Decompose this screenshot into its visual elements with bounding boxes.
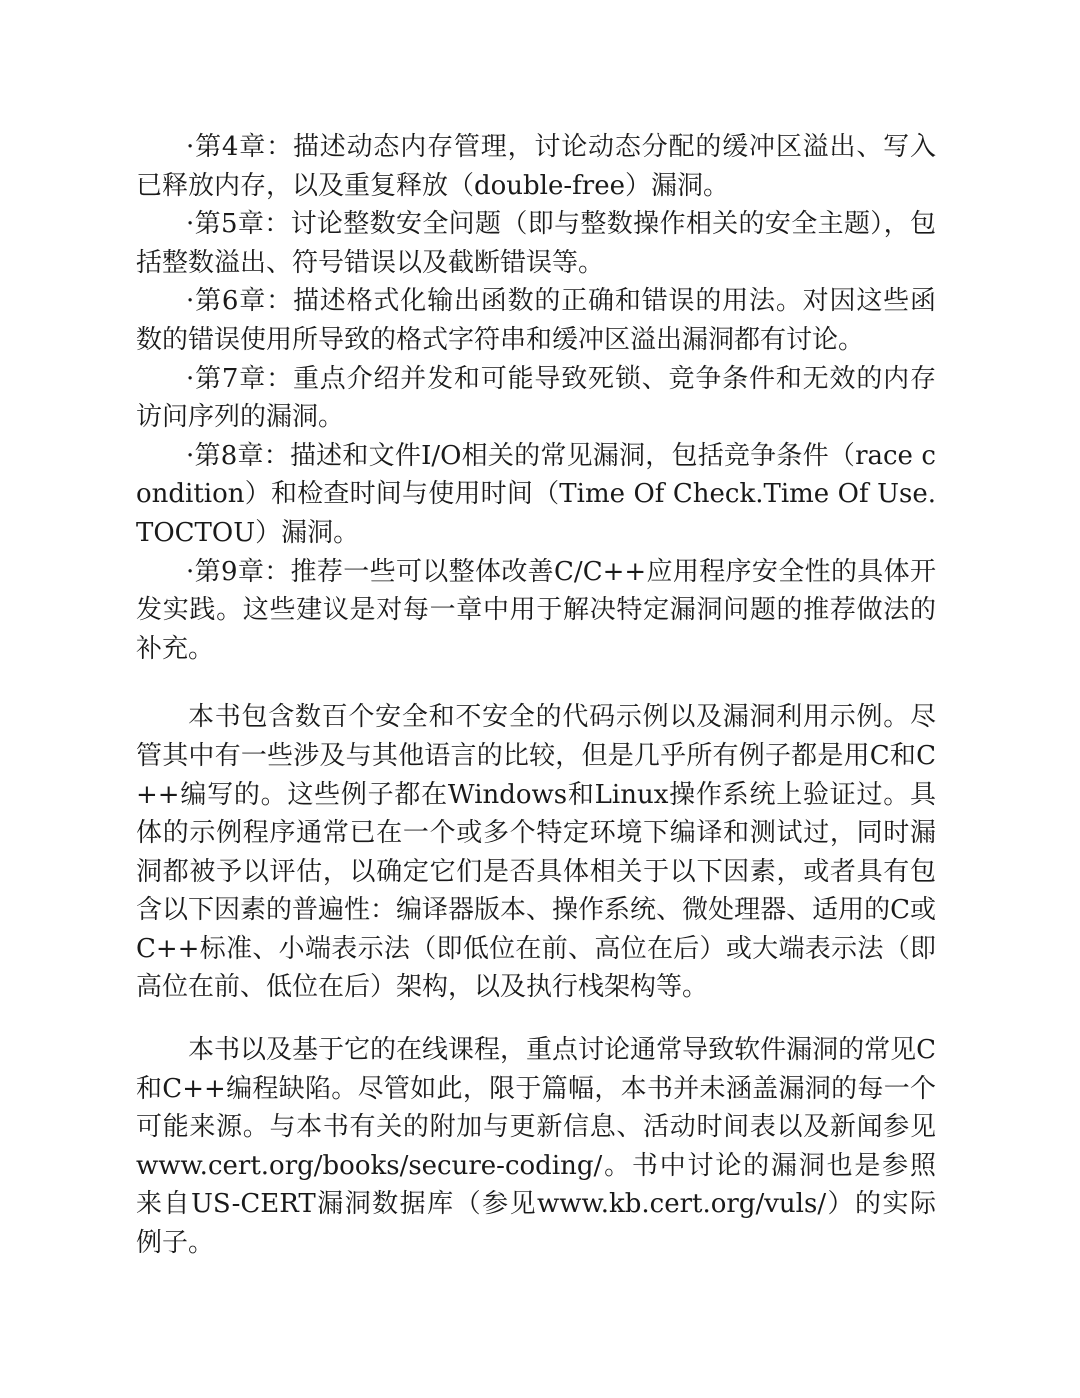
chapter-8-item: ·第8章：描述和文件I/O相关的常见漏洞，包括竞争条件（race condition）和检查时间与使用时间（Time Of Check.Time Of Use.TOCTOU）漏洞。 — [136, 440, 936, 548]
chapter-6-item: ·第6章：描述格式化输出函数的正确和错误的用法。对因这些函数的错误使用所导致的格式字符串和缓冲区溢出漏洞都有讨论。 — [136, 286, 936, 355]
scope-paragraph: 本书以及基于它的在线课程，重点讨论通常导致软件漏洞的常见C和C++编程缺陷。尽管如此，限于篇幅，本书并未涵盖漏洞的每一个可能来源。与本书有关的附加与更新信息、活动时间表以及新闻参见www.cert.org/books/secure-coding/。书中讨论的漏洞也是参照来自US-CERT漏洞数据库（参见www.kb.cert.org/vuls/）的实际例子。 — [136, 1035, 936, 1259]
chapter-list — [136, 128, 936, 668]
examples-paragraph: 本书包含数百个安全和不安全的代码示例以及漏洞利用示例。尽管其中有一些涉及与其他语言的比较，但是几乎所有例子都是用C和C++编写的。这些例子都在Windows和Linux操作系统上验证过。具体的示例程序通常已在一个或多个特定环境下编译和测试过，同时漏洞都被予以评估，以确定它们是否具体相关于以下因素，或者具有包含以下因素的普遍性：编译器版本、操作系统、微处理器、适用的C或C++标准、小端表示法（即低位在前、高位在后）或大端表示法（即高位在前、低位在后）架构，以及执行栈架构等。 — [136, 702, 936, 1003]
chapter-7-item: ·第7章：重点介绍并发和可能导致死锁、竞争条件和无效的内存访问序列的漏洞。 — [136, 363, 936, 433]
document-page — [136, 128, 936, 1263]
chapter-9-item: ·第9章：推荐一些可以整体改善C/C++应用程序安全性的具体开发实践。这些建议是对每一章中用于解决特定漏洞问题的推荐做法的补充。 — [136, 556, 936, 664]
chapter-4-item: ·第4章：描述动态内存管理，讨论动态分配的缓冲区溢出、写入已释放内存，以及重复释放（double-free）漏洞。 — [136, 132, 936, 201]
chapter-5-item: ·第5章：讨论整数安全问题（即与整数操作相关的安全主题），包括整数溢出、符号错误以及截断错误等。 — [136, 209, 936, 278]
